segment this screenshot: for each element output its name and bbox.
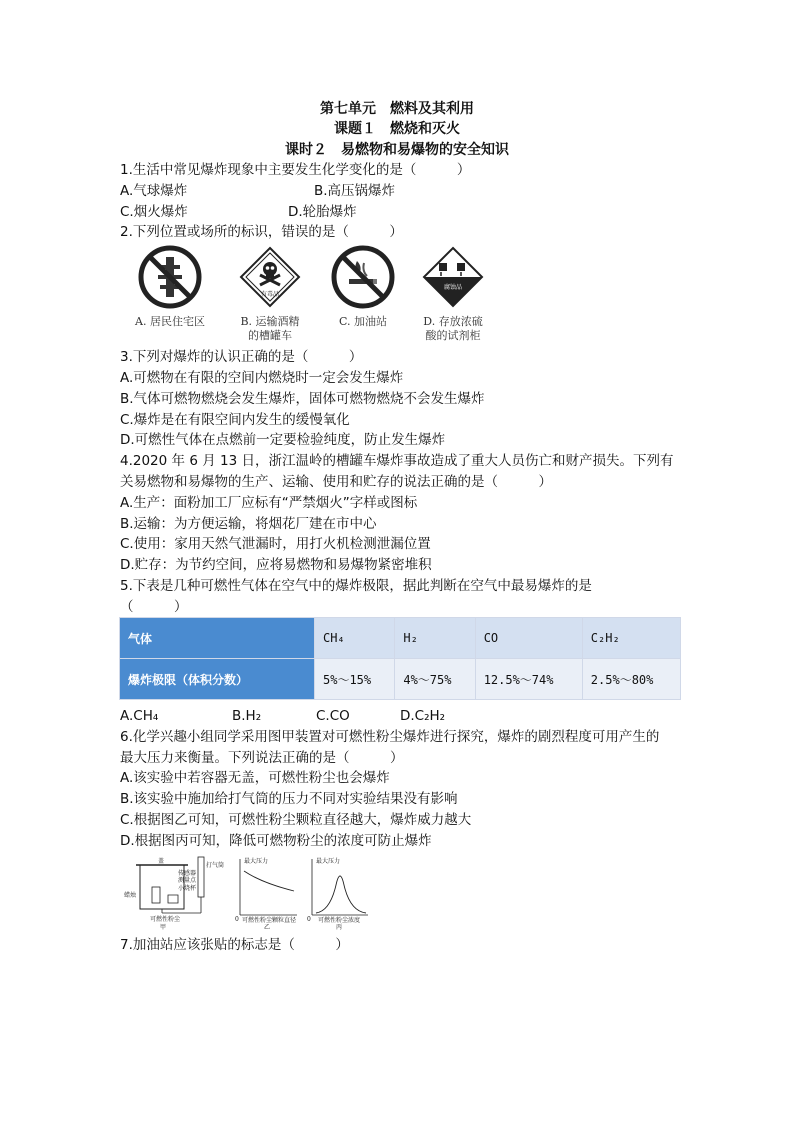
jia-lid-label: 盖 — [158, 858, 165, 865]
q4-stem-line2: 关易燃物和易爆物的生产、运输、使用和贮存的说法正确的是（ ） — [120, 474, 552, 490]
table-cell-limit-1: 5%～15% — [315, 659, 395, 700]
bing-xlabel: 可燃性粉尘浓度 — [318, 917, 361, 924]
q2-signs — [125, 245, 485, 345]
q5-stem-line2: （ ） — [120, 599, 188, 615]
table-cell-limit-3: 12.5%～74% — [475, 659, 582, 700]
q1-option-a: A.气球爆炸 — [120, 183, 188, 199]
table-cell-gas-4: C₂H₂ — [582, 618, 680, 659]
toxic-sign-label: 有毒品 — [260, 291, 280, 298]
jia-pump-label: 打气筒 — [206, 862, 225, 869]
no-smoking-sign-icon — [331, 245, 395, 309]
jia-dust-label: 可燃性粉尘 — [150, 916, 181, 923]
bing-origin: 0 — [307, 916, 311, 923]
q2-sign-d — [408, 245, 498, 343]
q2-sign-d-caption-line2: 酸的试剂柜 — [425, 329, 481, 342]
corrosive-sign-icon — [421, 245, 485, 309]
q6-option-d: D.根据图丙可知，降低可燃物粉尘的浓度可防止爆炸 — [120, 833, 432, 849]
q4-option-c: C.使用：家用天然气泄漏时，用打火机检测泄漏位置 — [120, 536, 431, 552]
table-cell-gas-1: CH₄ — [315, 618, 395, 659]
table-row-limits — [120, 659, 681, 700]
q6-figures — [122, 855, 372, 930]
bing-caption: 丙 — [336, 924, 343, 930]
q1-stem: 1.生活中常见爆炸现象中主要发生化学变化的是（ ） — [120, 162, 471, 178]
q7-stem: 7.加油站应该张贴的标志是（ ） — [120, 937, 349, 953]
yi-caption: 乙 — [264, 924, 271, 930]
q4-option-a: A.生产：面粉加工厂应标有“严禁烟火”字样或图标 — [120, 495, 418, 511]
q3-stem: 3.下列对爆炸的认识正确的是（ ） — [120, 349, 363, 365]
no-fireworks-sign-icon — [138, 245, 202, 309]
table-cell-limit-2: 4%～75% — [395, 659, 475, 700]
q6-option-a: A.该实验中若容器无盖，可燃性粉尘也会爆炸 — [120, 770, 390, 786]
q2-sign-c — [318, 245, 408, 329]
q3-option-c: C.爆炸是在有限空间内发生的缓慢氧化 — [120, 412, 350, 428]
q3-option-d: D.可燃性气体在点燃前一定要检验纯度，防止发生爆炸 — [120, 432, 446, 448]
q6-stem-line1: 6.化学兴趣小组同学采用图甲装置对可燃性粉尘爆炸进行探究，爆炸的剧烈程度可用产生的 — [120, 729, 660, 745]
jia-candle-label: 蜡烛 — [124, 892, 137, 899]
q5-option-a: A.CH₄ — [120, 708, 159, 724]
q2-sign-c-caption: C. 加油站 — [338, 315, 388, 328]
jia-caption: 甲 — [160, 924, 167, 930]
jia-cup-label: 小烧杯 — [178, 885, 197, 892]
q2-sign-b-caption-line1: B. 运输酒精 — [240, 315, 300, 328]
q5-option-b: B.H₂ — [232, 708, 262, 724]
q2-sign-a-caption: A. 居民住宅区 — [135, 315, 205, 328]
q4-stem-line1: 4.2020 年 6 月 13 日，浙江温岭的槽罐车爆炸事故造成了重大人员伤亡和财产损失。下列有 — [120, 453, 674, 469]
q5-option-d: D.C₂H₂ — [400, 708, 446, 724]
unit-title: 第七单元 燃料及其利用 — [320, 101, 474, 117]
yi-ylabel: 最大压力 — [244, 858, 269, 865]
jia-sensor-label: 传感器 — [178, 870, 197, 877]
jia-measure-label: 测量点 — [178, 877, 197, 884]
yi-origin: 0 — [235, 916, 239, 923]
q5-stem-line1: 5.下表是几种可燃性气体在空气中的爆炸极限，据此判断在空气中最易爆炸的是 — [120, 578, 592, 594]
table-header-gas: 气体 — [120, 618, 315, 659]
q6-option-b: B.该实验中施加给打气筒的压力不同对实验结果没有影响 — [120, 791, 458, 807]
toxic-sign-icon — [238, 245, 302, 309]
q3-option-b: B.气体可燃物燃烧会发生爆炸，固体可燃物燃烧不会发生爆炸 — [120, 391, 485, 407]
lesson-title: 课题１ 燃烧和灭火 — [334, 121, 460, 137]
q4-option-b: B.运输：为方便运输，将烟花厂建在市中心 — [120, 516, 377, 532]
q2-sign-b — [225, 245, 315, 343]
bing-ylabel: 最大压力 — [316, 858, 341, 865]
q6-stem-line2: 最大压力来衡量。下列说法正确的是（ ） — [120, 750, 404, 766]
figure-bing — [307, 857, 368, 930]
figure-yi — [235, 857, 297, 930]
q1-option-c: C.烟火爆炸 — [120, 204, 188, 220]
corrosive-sign-label: 腐蚀品 — [443, 284, 463, 291]
explosion-limit-table — [119, 617, 681, 700]
q2-sign-a — [125, 245, 215, 329]
q5-option-c: C.CO — [316, 708, 350, 724]
q2-sign-b-caption-line2: 的槽罐车 — [248, 329, 292, 342]
table-cell-gas-2: H₂ — [395, 618, 475, 659]
q3-option-a: A.可燃物在有限的空间内燃烧时一定会发生爆炸 — [120, 370, 404, 386]
table-row-gases — [120, 618, 681, 659]
q1-option-d: D.轮胎爆炸 — [288, 204, 357, 220]
q2-stem: 2.下列位置或场所的标识，错误的是（ ） — [120, 224, 403, 240]
table-header-limit: 爆炸极限（体积分数） — [120, 659, 315, 700]
q6-option-c: C.根据图乙可知，可燃性粉尘颗粒直径越大，爆炸威力越大 — [120, 812, 472, 828]
table-cell-gas-3: CO — [475, 618, 582, 659]
table-cell-limit-4: 2.5%～80% — [582, 659, 680, 700]
period-title: 课时２ 易燃物和易爆物的安全知识 — [285, 142, 509, 158]
yi-xlabel: 可燃性粉尘颗粒直径 — [242, 917, 297, 924]
figure-jia — [124, 857, 224, 930]
q2-sign-d-caption-line1: D. 存放浓硫 — [423, 315, 483, 328]
q1-option-b: B.高压锅爆炸 — [314, 183, 396, 199]
q4-option-d: D.贮存：为节约空间，应将易燃物和易爆物紧密堆积 — [120, 557, 432, 573]
